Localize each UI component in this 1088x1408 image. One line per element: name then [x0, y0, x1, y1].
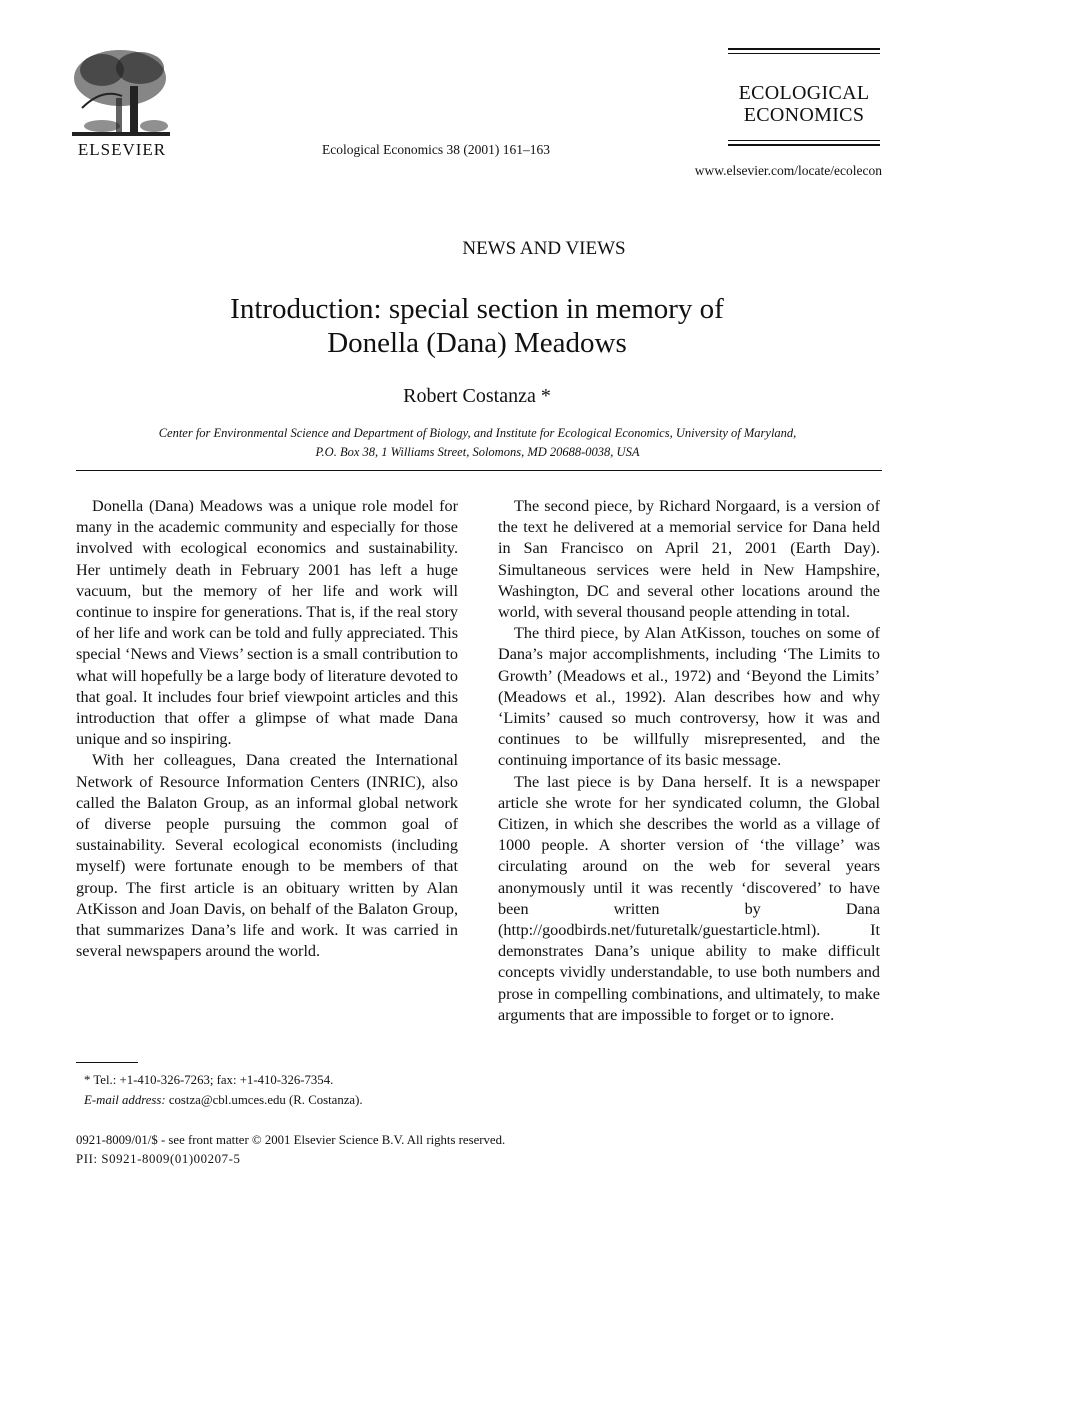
paragraph: Donella (Dana) Meadows was a unique role model for many in the academic community and especially for those involved with ecological economics and sustainability. Her untimely death in February 2001 has left a huge vacuum, but the memory of her life and work will continue to inspire for generations. That is, if the real story of her life and work can be told and fully appreciated. This special ‘News and Views’ section is a small contribution to what will hopefully be a large body of literature devoted to that goal. It includes four brief viewpoint articles and this introduction that offer a glimpse of what made Dana unique and so inspiring. [76, 497, 458, 749]
journal-name-line1: ECOLOGICAL [738, 82, 870, 104]
author-name: Robert Costanza * [403, 385, 551, 407]
footnote-email [84, 1090, 363, 1110]
paragraph: The second piece, by Richard Norgaard, is a version of the text he delivered at a memorial service for Dana held in San Francisco on April 21, 2001 (Earth Day). Simultaneous services were held in New Hampshire, Washington, DC and several other locations around the world, with several thousand people attending in total. [498, 497, 880, 622]
journal-masthead [728, 48, 880, 146]
publisher-name: ELSEVIER [77, 140, 167, 159]
footnote-contact: * Tel.: +1-410-326-7263; fax: +1-410-326-7354. [84, 1073, 334, 1087]
paragraph: The third piece, by Alan AtKisson, touches on some of Dana’s major accomplishments, including ‘The Limits to Growth’ (Meadows et al., 1972) and ‘Beyond the Limits’ (Meadows et al., 1992). Alan describes how and why ‘Limits’ caused so much controversy, how it was and continues to be willfully misrepresented, and the continuing importance of its basic message. [498, 624, 880, 770]
section-heading: NEWS AND VIEWS [462, 238, 626, 259]
elsevier-tree-icon [72, 48, 170, 140]
article-title [0, 292, 954, 360]
journal-citation: Ecological Economics 38 (2001) 161–163 [322, 142, 550, 157]
affiliation-line1: Center for Environmental Science and Department of Biology, and Institute for Ecological Economics, University of Maryland, [158, 426, 797, 440]
masthead-top-rule [728, 48, 880, 50]
journal-url[interactable]: www.elsevier.com/locate/ecolecon [694, 163, 882, 178]
pii-identifier: PII: S0921-8009(01)00207-5 [76, 1152, 241, 1166]
title-line1: Introduction: special section in memory of [230, 293, 724, 325]
email-value[interactable]: costza@cbl.umces.edu (R. Costanza). [165, 1093, 363, 1107]
paragraph: With her colleagues, Dana created the International Network of Resource Information Centers (INRIC), also called the Balaton Group, as an informal global network of diverse people pursuing the common goal of sustainability. Several ecological economists (including myself) were fortunate enough to be members of that group. The first article is an obituary written by Alan AtKisson and Joan Davis, on behalf of the Balaton Group, that summarizes Dana’s life and work. It was carried in several newspapers around the world. [76, 751, 458, 961]
title-line2: Donella (Dana) Meadows [327, 327, 627, 359]
masthead-top-rule-thin [728, 53, 880, 54]
affiliation-line2: P.O. Box 38, 1 Williams Street, Solomons, MD 20688-0038, USA [315, 445, 640, 459]
elsevier-logo [68, 48, 176, 158]
journal-name-line2: ECONOMICS [743, 104, 865, 126]
body-left-column [76, 496, 458, 962]
masthead-bottom-rule [728, 144, 880, 146]
header-divider [76, 470, 882, 471]
journal-name [728, 82, 880, 126]
email-label: E-mail address: [84, 1093, 166, 1107]
copyright-notice: 0921-8009/01/$ - see front matter © 2001 Elsevier Science B.V. All rights reserved. [76, 1133, 506, 1147]
body-right-column [498, 496, 880, 1026]
footnote-divider [76, 1062, 138, 1063]
author-footnote [84, 1070, 363, 1110]
author-affiliation [80, 424, 875, 462]
paragraph: The last piece is by Dana herself. It is a newspaper article she wrote for her syndicated column, the Global Citizen, in which she describes the world as a village of 1000 people. A shorter version of ‘the village’ was circulating around on the web for several years anonymously until it was recently ‘discovered’ to have been written by Dana (http://goodbirds.net/futuretalk/guestarticle.html). It demonstrates Dana’s unique ability to make difficult concepts vividly understandable, to use both numbers and prose in compelling combinations, and ultimately, to make arguments that are impossible to forget or to ignore. [498, 772, 880, 1024]
masthead-bottom-rule-thin [728, 140, 880, 141]
